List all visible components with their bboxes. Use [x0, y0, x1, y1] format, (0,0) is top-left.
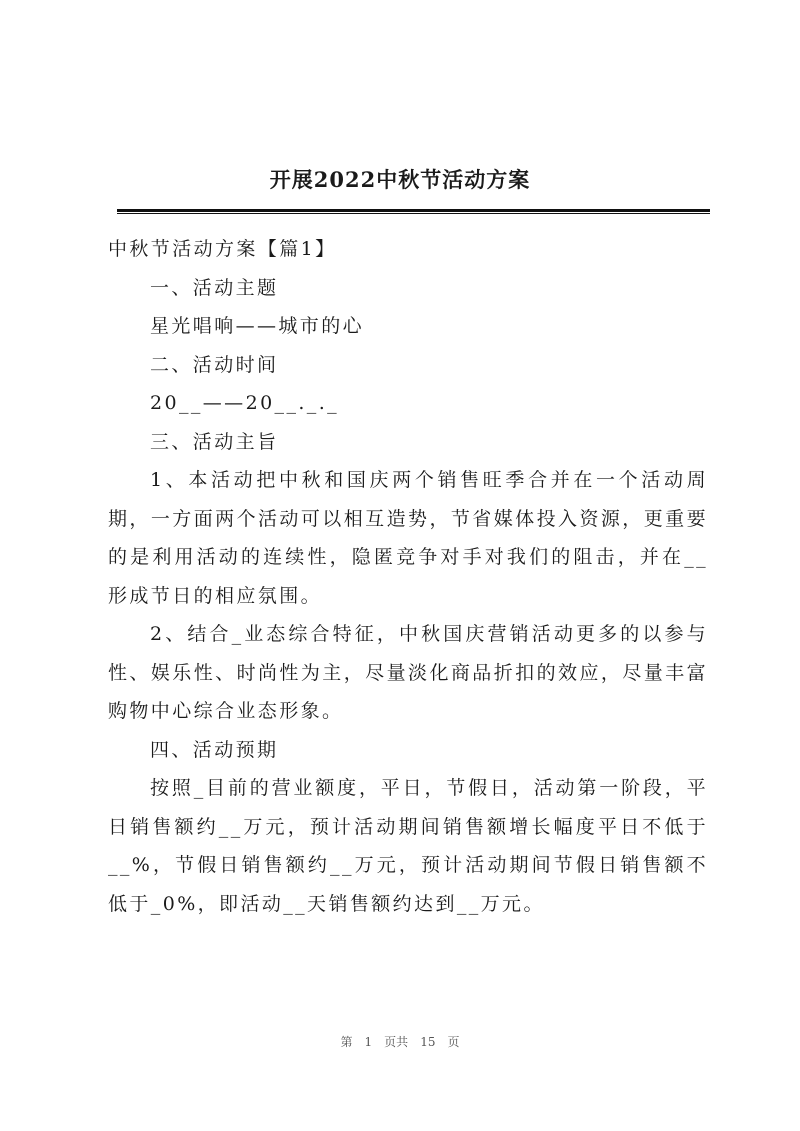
footer-middle: 页共	[384, 1035, 409, 1049]
document-body	[108, 230, 708, 923]
footer-prefix: 第	[340, 1035, 353, 1049]
footer-suffix: 页	[447, 1035, 460, 1049]
subheading-time: 二、活动时间	[150, 353, 279, 376]
title-divider	[117, 209, 710, 214]
page-title: 开展2022中秋节活动方案	[269, 167, 531, 192]
expectation-paragraph: 按照_目前的营业额度，平日，节假日，活动第一阶段，平日销售额约__万元，预计活动期间销售额增长幅度平日不低于__%，节假日销售额约__万元，预计活动期间节假日销售额不低于_0%，即活动__天销售额约达到__万元。	[108, 777, 708, 915]
subheading-purpose: 三、活动主旨	[150, 430, 279, 453]
theme-text: 星光唱响——城市的心	[150, 315, 365, 337]
page-footer	[0, 1033, 800, 1050]
subheading-expectation: 四、活动预期	[150, 738, 279, 761]
footer-total-pages: 15	[420, 1035, 436, 1049]
purpose-paragraph-1: 1、本活动把中秋和国庆两个销售旺季合并在一个活动周期，一方面两个活动可以相互造势，节省媒体投入资源，更重要的是利用活动的连续性，隐匿竞争对手对我们的阻击，并在__形成节日的相应氛围。	[108, 469, 708, 607]
section-heading: 中秋节活动方案【篇1】	[108, 238, 337, 260]
footer-page-number: 1	[364, 1035, 373, 1049]
subheading-theme: 一、活动主题	[150, 276, 279, 299]
time-text: 20__——20__._._	[150, 392, 340, 414]
purpose-paragraph-2: 2、结合_业态综合特征，中秋国庆营销活动更多的以参与性、娱乐性、时尚性为主，尽量淡化商品折扣的效应，尽量丰富购物中心综合业态形象。	[108, 623, 708, 722]
